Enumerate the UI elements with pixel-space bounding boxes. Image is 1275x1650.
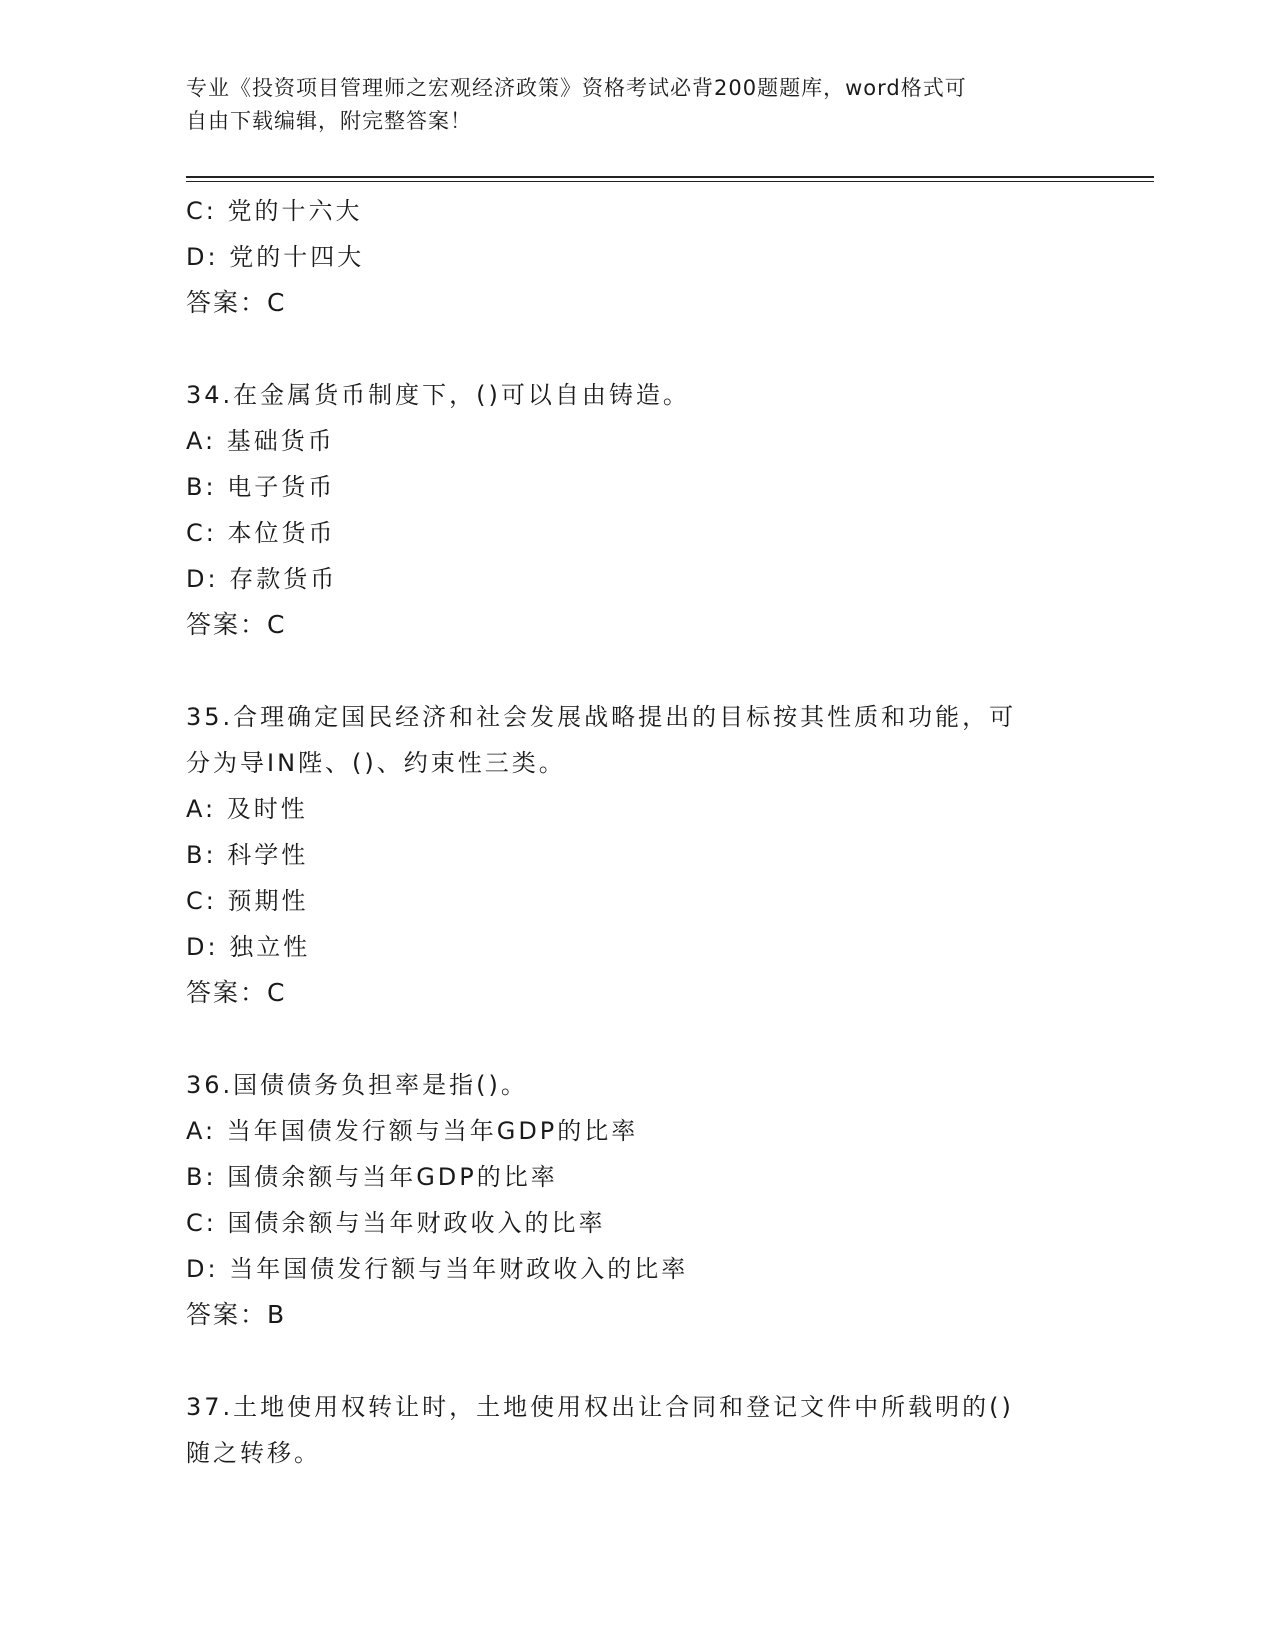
option-line [186,1154,1086,1200]
option-line [186,464,1086,510]
option-label: C: [186,887,217,915]
option-text: 当年国债发行额与当年财政收入的比率 [229,1255,689,1283]
option-line [186,418,1086,464]
option-line [186,1108,1086,1154]
answer-line: 答案：C [186,610,287,639]
option-text: 国债余额与当年财政收入的比率 [227,1209,606,1237]
option-text: 及时性 [226,795,308,823]
option-line [186,556,1086,602]
option-line [186,832,1086,878]
option-label: D: [186,933,219,961]
option-line [186,924,1086,970]
option-text: 独立性 [229,933,311,961]
spacer [186,1338,1086,1384]
question-34 [186,372,1086,648]
question-stem: 36.国债债务负担率是指()。 [186,1071,528,1099]
question-stem-continued: 随之转移。 [186,1439,321,1467]
header-divider-thick [186,176,1154,178]
option-text: 国债余额与当年GDP的比率 [227,1163,558,1191]
option-label: C: [186,1209,217,1237]
option-text: 存款货币 [229,565,338,593]
option-label: D: [186,1255,219,1283]
option-text: 当年国债发行额与当年GDP的比率 [226,1117,639,1145]
option-text: 基础货币 [226,427,335,455]
option-text: 党的十六大 [227,197,363,225]
option-text: 党的十四大 [229,243,365,271]
option-label: D: [186,565,219,593]
option-text: 电子货币 [227,473,336,501]
question-partial [186,188,1086,326]
option-label: A: [186,1117,217,1145]
question-list [186,188,1086,1476]
header-line-1: 专业《投资项目管理师之宏观经济政策》资格考试必背200题题库，word格式可 [186,76,967,100]
option-label: B: [186,473,217,501]
header-divider-thin [186,181,1154,182]
option-label: C: [186,519,217,547]
option-text: 预期性 [227,887,309,915]
spacer [186,326,1086,372]
spacer [186,648,1086,694]
option-label: A: [186,795,217,823]
option-text: 科学性 [227,841,309,869]
answer-line: 答案：B [186,1300,287,1329]
option-line [186,1200,1086,1246]
option-line [186,234,1086,280]
option-label: B: [186,1163,217,1191]
question-37 [186,1384,1086,1476]
option-label: C: [186,197,217,225]
option-line [186,878,1086,924]
answer-line: 答案：C [186,978,287,1007]
question-stem: 35.合理确定国民经济和社会发展战略提出的目标按其性质和功能，可 [186,703,1017,731]
question-36 [186,1062,1086,1338]
option-line [186,1246,1086,1292]
header-line-2: 自由下载编辑，附完整答案！ [186,109,472,133]
option-line [186,786,1086,832]
option-line [186,510,1086,556]
question-stem-continued: 分为导IN陛、()、约束性三类。 [186,749,566,777]
answer-line: 答案：C [186,288,287,317]
question-35 [186,694,1086,1016]
question-stem: 34.在金属货币制度下，()可以自由铸造。 [186,381,690,409]
question-stem: 37.土地使用权转让时，土地使用权出让合同和登记文件中所载明的() [186,1393,1014,1421]
option-label: D: [186,243,219,271]
spacer [186,1016,1086,1062]
document-header [186,72,1066,138]
option-label: B: [186,841,217,869]
option-line [186,188,1086,234]
option-text: 本位货币 [227,519,336,547]
option-label: A: [186,427,217,455]
